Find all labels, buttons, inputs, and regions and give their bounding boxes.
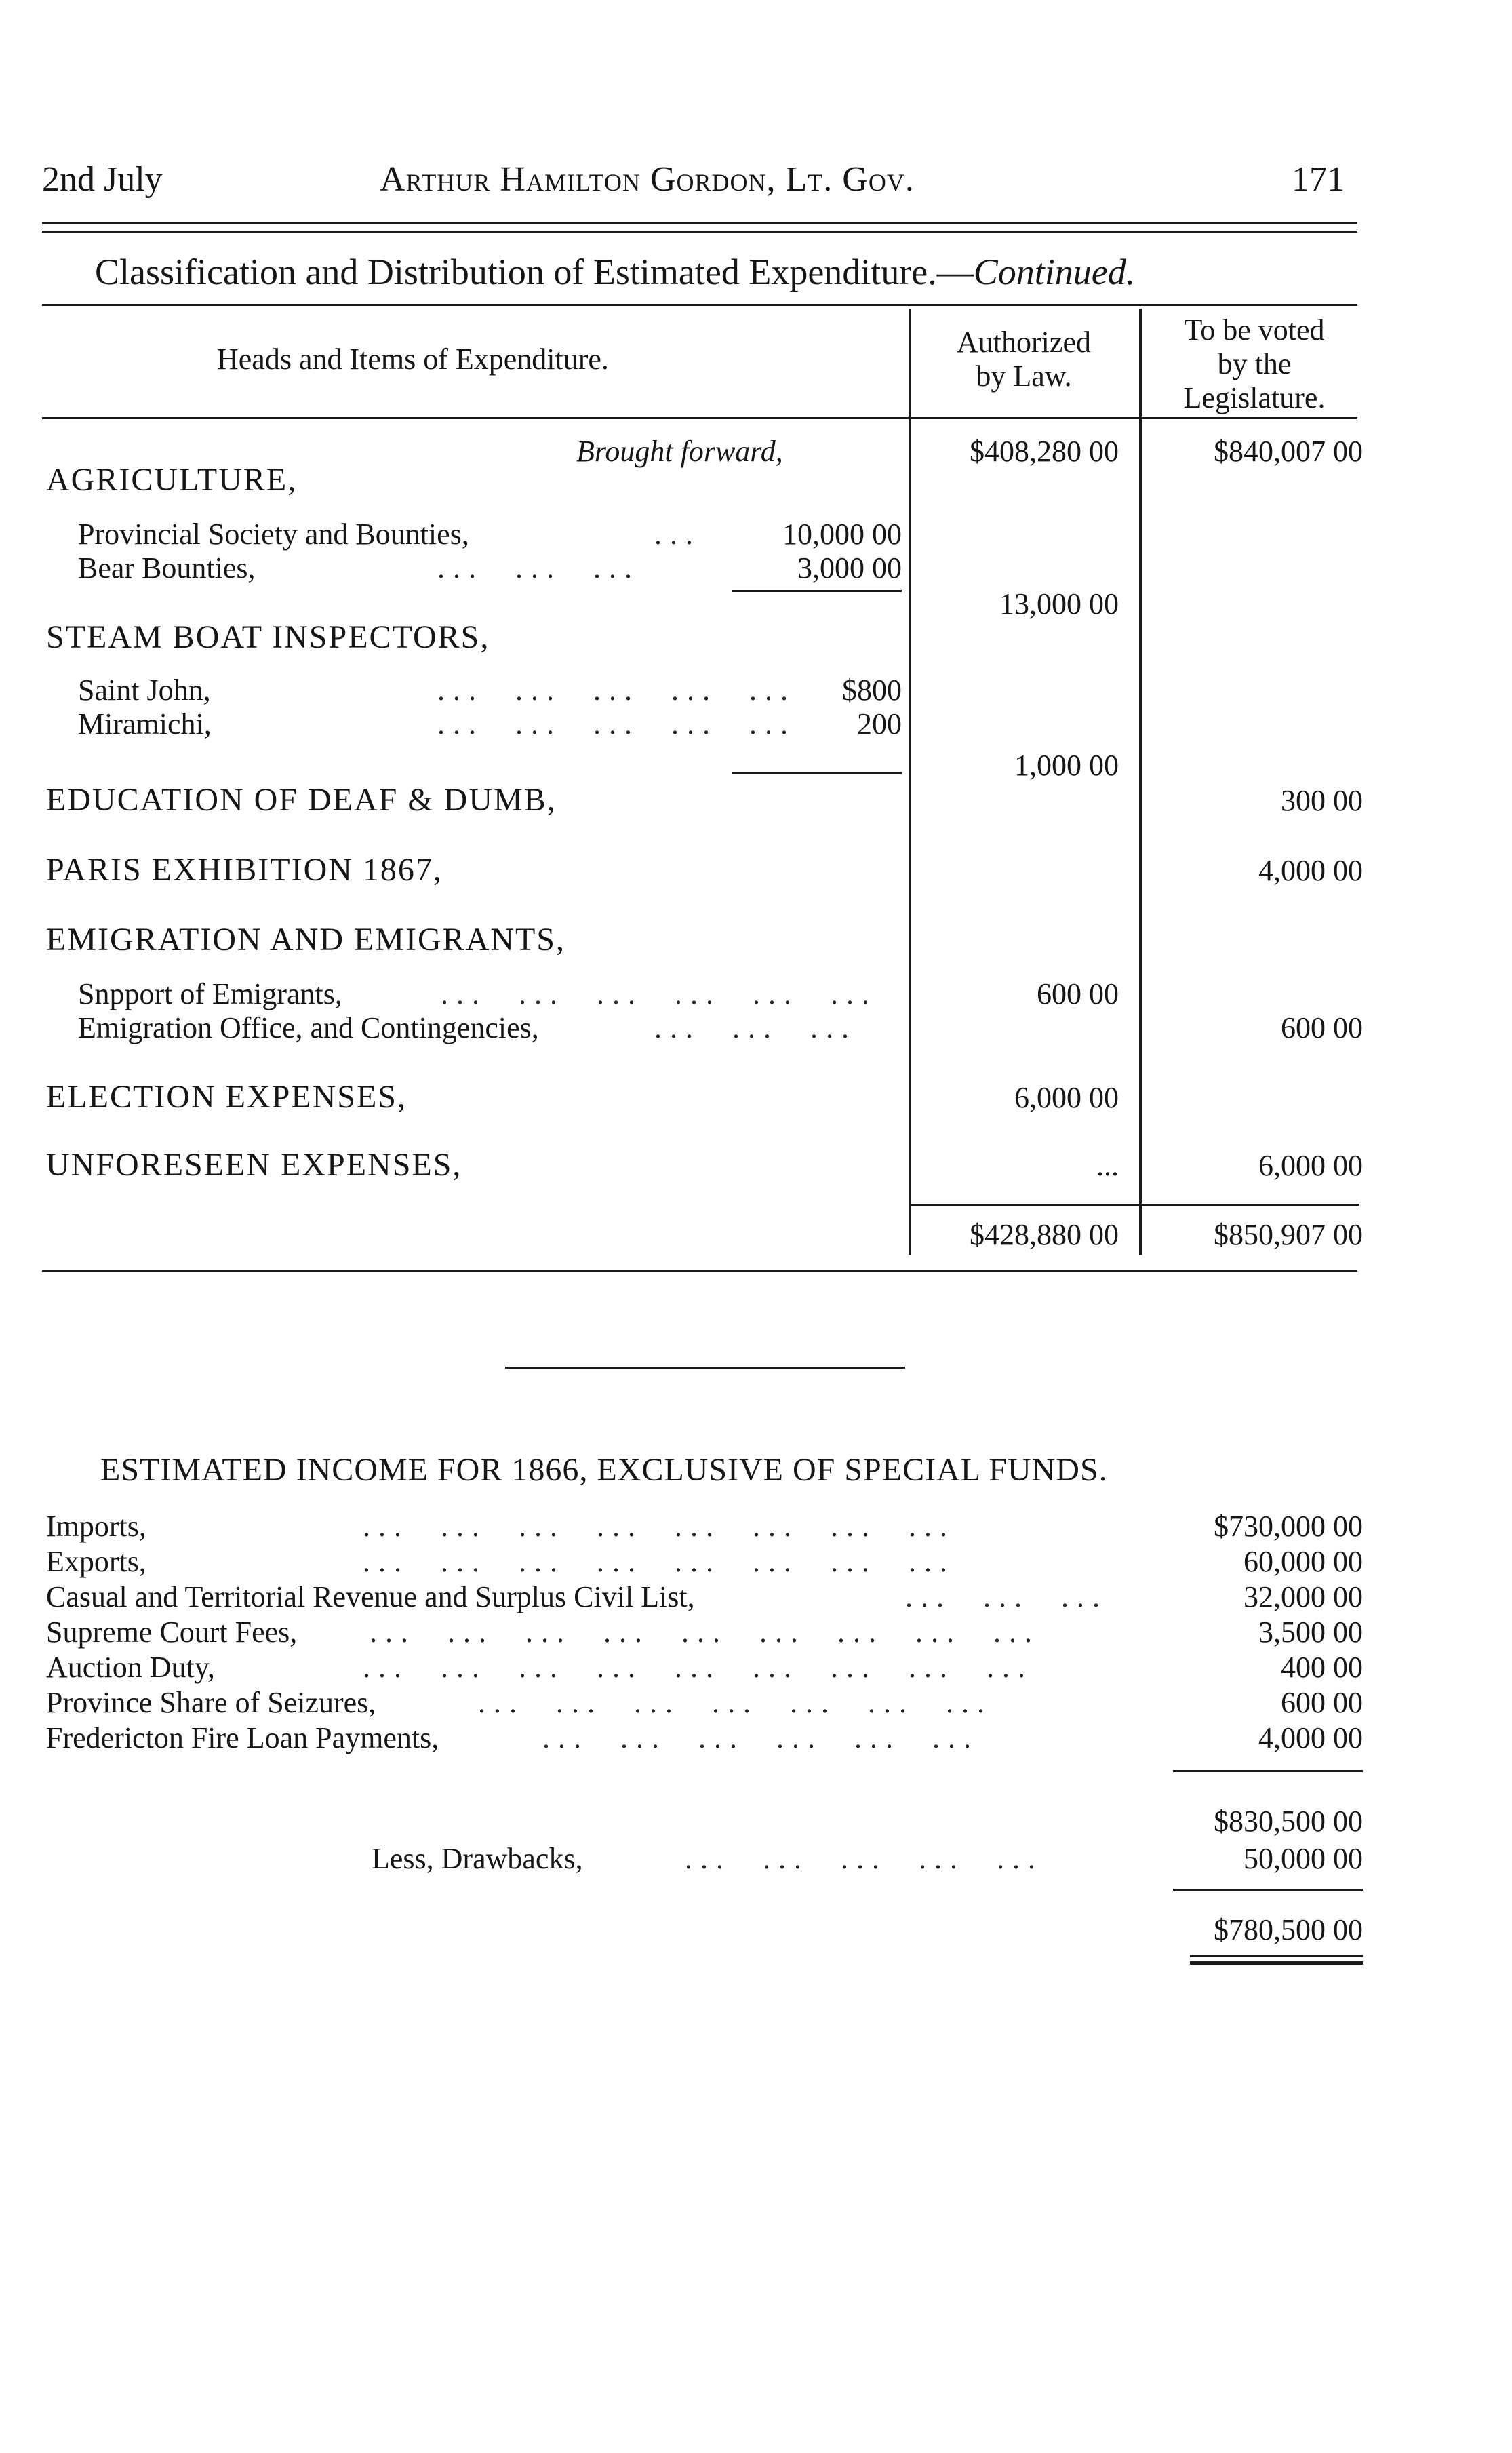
emigration-item-2-voted: 600 00 xyxy=(1281,1011,1363,1044)
emigration-item-1-authorized: 600 00 xyxy=(1037,977,1119,1010)
income-total-rule-2 xyxy=(1190,1961,1363,1965)
brought-forward-voted: $840,007 00 xyxy=(1214,435,1363,468)
header-title: Arthur Hamilton Gordon, Lt. Gov. xyxy=(380,160,915,199)
unforeseen-voted: 6,000 00 xyxy=(1258,1149,1363,1182)
agriculture-head: AGRICULTURE, xyxy=(46,462,298,498)
totals-rule xyxy=(909,1204,1359,1206)
income-row-label: Auction Duty, xyxy=(46,1651,215,1684)
income-row-amount: $730,000 00 xyxy=(1214,1510,1363,1543)
leader-dots: ... ... ... ... ... xyxy=(437,707,796,741)
header-rule-top xyxy=(42,222,1357,224)
section-separator xyxy=(505,1367,905,1369)
column-divider-voted xyxy=(1139,309,1142,1255)
column-head-voted-line3: Legislature. xyxy=(1183,381,1326,414)
leader-dots: ... ... ... ... ... ... xyxy=(542,1721,979,1754)
steamboat-sum-rule xyxy=(732,772,902,774)
income-total-rule-top xyxy=(1173,1889,1363,1891)
agriculture-item-1: Provincial Society and Bounties, xyxy=(78,517,469,551)
column-head-voted-line2: by the xyxy=(1217,347,1292,380)
leader-dots: ... ... ... ... ... ... ... ... xyxy=(363,1545,955,1578)
deaf-dumb-voted: 300 00 xyxy=(1281,784,1363,817)
income-total-rule-1 xyxy=(1190,1955,1363,1957)
steamboat-authorized: 1,000 00 xyxy=(1014,749,1119,782)
column-head-authorized-line2: by Law. xyxy=(976,359,1072,393)
leader-dots: ... ... ... ... ... ... ... ... xyxy=(363,1510,955,1543)
income-row-amount: 400 00 xyxy=(1281,1651,1363,1684)
header-rule-bottom xyxy=(42,231,1357,233)
leader-dots: ... ... ... xyxy=(654,1011,857,1044)
page-number: 171 xyxy=(1292,160,1345,199)
emigration-item-2: Emigration Office, and Contingencies, xyxy=(78,1011,539,1044)
agriculture-item-1-amount: 10,000 00 xyxy=(782,517,902,551)
agriculture-sum-rule xyxy=(732,590,902,592)
header-date: 2nd July xyxy=(42,160,163,199)
agriculture-authorized: 13,000 00 xyxy=(999,587,1119,621)
section-title-continued: Continued. xyxy=(973,252,1136,292)
column-head-items: Heads and Items of Expenditure. xyxy=(217,342,609,376)
leader-dots: ... xyxy=(654,517,701,551)
emigration-item-1: Snpport of Emigrants, xyxy=(78,977,342,1010)
steamboat-item-1-amount: $800 xyxy=(842,673,902,707)
income-row-label: Casual and Territorial Revenue and Surplus Civil List, xyxy=(46,1580,695,1613)
income-row-label: Fredericton Fire Loan Payments, xyxy=(46,1721,439,1754)
income-row-amount: 60,000 00 xyxy=(1244,1545,1363,1578)
table-top-rule xyxy=(42,304,1357,306)
table-bottom-rule xyxy=(42,1270,1357,1272)
paris-exhibition-voted: 4,000 00 xyxy=(1258,854,1363,887)
income-subtotal: $830,500 00 xyxy=(1214,1805,1363,1838)
column-head-voted xyxy=(1153,313,1356,415)
income-row-label: Supreme Court Fees, xyxy=(46,1615,298,1649)
leader-dots: ... ... ... ... ... ... ... ... ... xyxy=(370,1615,1040,1649)
agriculture-item-2: Bear Bounties, xyxy=(78,551,256,585)
deaf-dumb-head: EDUCATION OF DEAF & DUMB, xyxy=(46,782,557,818)
income-row-amount: 32,000 00 xyxy=(1244,1580,1363,1613)
leader-dots: ... ... ... xyxy=(905,1580,1108,1613)
section-title xyxy=(95,251,1135,293)
election-authorized: 6,000 00 xyxy=(1014,1081,1119,1114)
brought-forward-label: Brought forward, xyxy=(576,435,783,468)
leader-dots: ... ... ... xyxy=(437,551,640,585)
income-row-amount: 3,500 00 xyxy=(1258,1615,1363,1649)
steamboat-head: STEAM BOAT INSPECTORS, xyxy=(46,619,490,655)
emigration-head: EMIGRATION AND EMIGRANTS, xyxy=(46,922,565,958)
income-row-amount: 4,000 00 xyxy=(1258,1721,1363,1754)
column-divider-authorized xyxy=(909,309,911,1255)
leader-dots: ... ... ... ... ... xyxy=(685,1842,1043,1875)
income-subtotal-rule xyxy=(1173,1770,1363,1772)
election-head: ELECTION EXPENSES, xyxy=(46,1079,407,1115)
drawbacks-amount: 50,000 00 xyxy=(1244,1842,1363,1875)
steamboat-item-1: Saint John, xyxy=(78,673,211,707)
income-row-label: Exports, xyxy=(46,1545,146,1578)
paris-exhibition-head: PARIS EXHIBITION 1867, xyxy=(46,852,443,888)
income-row-amount: 600 00 xyxy=(1281,1686,1363,1719)
header-bottom-rule xyxy=(42,417,1357,419)
steamboat-item-2: Miramichi, xyxy=(78,707,212,741)
income-row-label: Imports, xyxy=(46,1510,146,1543)
steamboat-item-2-amount: 200 xyxy=(857,707,902,741)
brought-forward-authorized: $408,280 00 xyxy=(970,435,1119,468)
leader-dots: ... ... ... ... ... ... xyxy=(441,977,877,1010)
unforeseen-head: UNFORESEEN EXPENSES, xyxy=(46,1147,462,1183)
total-voted: $850,907 00 xyxy=(1214,1218,1363,1251)
leader-dots: ... ... ... ... ... ... ... ... ... xyxy=(363,1651,1033,1684)
column-head-authorized-line1: Authorized xyxy=(957,326,1091,359)
leader-dots: ... ... ... ... ... xyxy=(437,673,796,707)
column-head-authorized xyxy=(922,326,1126,393)
drawbacks-label: Less, Drawbacks, xyxy=(372,1842,583,1875)
agriculture-item-2-amount: 3,000 00 xyxy=(797,551,902,585)
income-total: $780,500 00 xyxy=(1214,1913,1363,1946)
leader-dots: ... ... ... ... ... ... ... xyxy=(478,1686,993,1719)
unforeseen-authorized: ... xyxy=(1096,1149,1119,1182)
column-head-voted-line1: To be voted xyxy=(1184,313,1325,347)
income-row-label: Province Share of Seizures, xyxy=(46,1686,376,1719)
income-title: ESTIMATED INCOME FOR 1866, EXCLUSIVE OF SPECIAL FUNDS. xyxy=(100,1452,1108,1488)
section-title-main: Classification and Distribution of Estimated Expenditure.— xyxy=(95,252,974,292)
total-authorized: $428,880 00 xyxy=(970,1218,1119,1251)
